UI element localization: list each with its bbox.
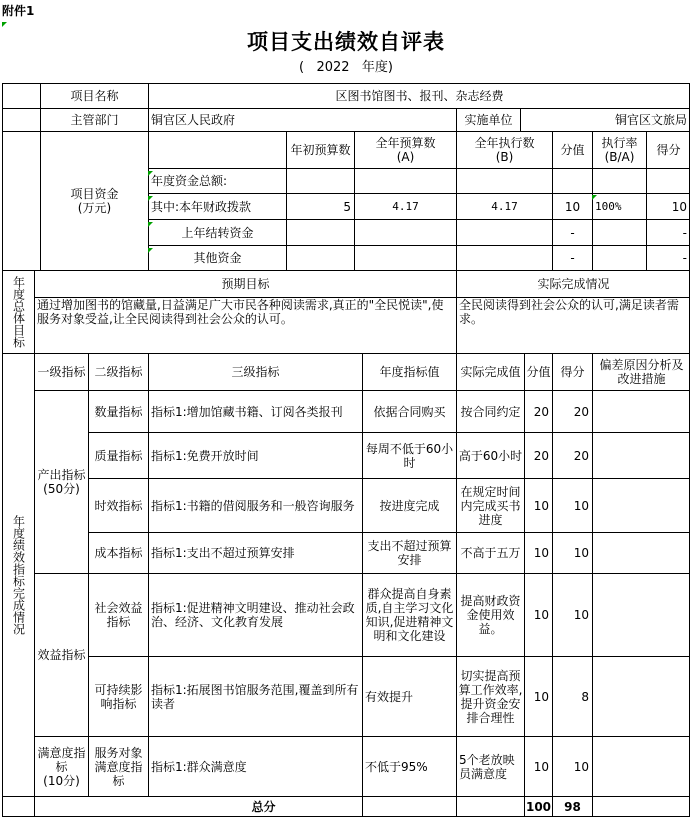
level2-cell: 质量指标 xyxy=(94,448,143,463)
header-level1: 一级指标 xyxy=(37,365,86,379)
funds-executed xyxy=(457,169,552,193)
total-label: 总分 xyxy=(251,799,276,814)
funds-weight xyxy=(553,169,592,193)
funds-label: 项目资金 (万元) xyxy=(70,187,119,215)
header-level3: 三级指标 xyxy=(231,365,280,379)
header-score-col: 得分 xyxy=(560,365,585,379)
funds-weight: - xyxy=(570,225,575,240)
funds-initial xyxy=(287,246,354,270)
level3-cell: 指标1:促进精神文明建设、推动社会政治、经济、文化教育发展 xyxy=(151,601,355,629)
total-score: 98 xyxy=(564,799,581,814)
year-line: ( 2022 年度) xyxy=(298,60,394,75)
funds-row-label: 其他资金 xyxy=(193,251,242,265)
indicators-section-label: 年度绩效指标完成情况 xyxy=(11,515,26,635)
funds-row-label: 上年结转资金 xyxy=(181,225,254,240)
total-weight: 100 xyxy=(525,799,552,814)
score-cell: 8 xyxy=(581,689,589,704)
level2-cell: 数量指标 xyxy=(94,404,143,419)
annual-value-cell: 依据合同购买 xyxy=(373,404,446,419)
actual-value-cell: 在规定时间内完成买书进度 xyxy=(460,484,521,527)
level3-cell: 指标1:支出不超过预算安排 xyxy=(151,546,295,560)
header-actual-value: 实际完成值 xyxy=(460,365,521,379)
target-text: 通过增加图书的馆藏量,日益满足广大市民各种阅读需求,真正的"全民悦读",使服务对象受益,让全民阅读得到社会公众的认可。 xyxy=(37,298,444,326)
header-annual-budget: 全年预算数 (A) xyxy=(375,136,436,164)
funds-initial: 5 xyxy=(343,199,351,214)
score-cell: 10 xyxy=(573,759,589,774)
funds-initial xyxy=(287,169,354,193)
funds-annual xyxy=(355,246,456,270)
weight-cell: 20 xyxy=(533,448,549,463)
funds-executed: 4.17 xyxy=(491,199,518,213)
annual-value-cell: 每周不低于60小时 xyxy=(365,441,454,470)
level2-cell: 社会效益指标 xyxy=(94,601,143,629)
funds-score: - xyxy=(682,225,687,240)
actual-value-cell: 不高于五万 xyxy=(460,546,521,560)
level2-cell: 时效指标 xyxy=(94,498,143,513)
deviation-cell xyxy=(593,391,690,432)
funds-score: - xyxy=(682,251,687,265)
deviation-cell xyxy=(593,433,690,478)
header-score: 得分 xyxy=(656,143,681,157)
funds-score xyxy=(647,169,690,193)
actual-value-cell: 提高财政资金使用效益。 xyxy=(460,594,521,636)
funds-annual xyxy=(355,169,456,193)
header-weight-col: 分值 xyxy=(526,365,551,379)
annual-value-cell: 不低于95% xyxy=(365,759,428,774)
funds-row-label: 年度资金总额: xyxy=(151,174,228,188)
funds-annual: 4.17 xyxy=(392,199,419,213)
actual-value-cell: 5个老放映员满意度 xyxy=(459,752,515,781)
deviation-cell xyxy=(593,737,690,796)
funds-weight: 10 xyxy=(564,199,581,214)
funds-executed xyxy=(457,246,552,270)
dept-value: 铜官区人民政府 xyxy=(151,113,236,127)
deviation-cell xyxy=(593,657,690,736)
funds-initial xyxy=(287,220,354,245)
actual-header: 实际完成情况 xyxy=(537,277,610,291)
deviation-cell xyxy=(593,533,690,573)
funds-rate xyxy=(593,220,646,245)
actual-value-cell: 高于60小时 xyxy=(458,448,523,463)
score-cell: 20 xyxy=(573,448,589,463)
impl-label: 实施单位 xyxy=(464,113,513,127)
actual-value-cell: 按合同约定 xyxy=(460,404,521,419)
header-deviation: 偏差原因分析及改进措施 xyxy=(599,358,684,386)
weight-cell: 10 xyxy=(533,546,549,560)
level3-cell: 指标1:拓展图书馆服务范围,覆盖到所有读者 xyxy=(151,682,359,711)
funds-rate: 100% xyxy=(595,199,622,213)
annual-value-cell: 支出不超过预算安排 xyxy=(367,539,452,567)
funds-rate xyxy=(593,169,646,193)
funds-score: 10 xyxy=(671,199,687,214)
effect-indicator-label: 效益指标 xyxy=(37,648,86,662)
annual-value-cell: 按进度完成 xyxy=(379,498,440,513)
weight-cell: 10 xyxy=(533,608,549,622)
project-name-label: 项目名称 xyxy=(70,89,119,103)
funds-row-label: 其中:本年财政拨款 xyxy=(151,199,252,214)
level3-cell: 指标1:群众满意度 xyxy=(151,759,247,774)
level2-cell: 成本指标 xyxy=(94,546,143,560)
actual-value-cell: 切实提高预算工作效率,提升资金安排合理性 xyxy=(458,668,523,725)
target-header: 预期目标 xyxy=(221,277,270,291)
level3-cell: 指标1:书籍的借阅服务和一般咨询服务 xyxy=(151,498,355,513)
level3-cell: 指标1:免费开放时间 xyxy=(151,448,259,463)
funds-rate xyxy=(593,246,646,270)
annual-value-cell: 群众提高自身素质,自主学习文化知识,促进精神文明和文化建设 xyxy=(365,587,454,643)
dept-label: 主管部门 xyxy=(70,113,119,127)
funds-executed xyxy=(457,220,552,245)
header-level2: 二级指标 xyxy=(94,365,143,379)
comment-marker xyxy=(2,22,7,27)
actual-text: 全民阅读得到社会公众的认可,满足读者需求。 xyxy=(459,298,679,326)
header-weight: 分值 xyxy=(560,143,585,157)
score-cell: 10 xyxy=(573,546,589,560)
weight-cell: 20 xyxy=(533,404,549,419)
funds-annual xyxy=(355,220,456,245)
funds-weight: - xyxy=(570,251,575,265)
level3-cell: 指标1:增加馆藏书籍、订阅各类报刊 xyxy=(151,404,343,419)
annual-value-cell: 有效提升 xyxy=(365,689,414,704)
impl-value: 铜官区文旅局 xyxy=(614,113,687,127)
header-initial-budget: 年初预算数 xyxy=(290,143,351,157)
project-name-value: 区图书馆图书、报刊、杂志经费 xyxy=(335,89,504,103)
deviation-cell xyxy=(593,574,690,656)
satisfaction-indicator-label: 满意度指标 (10分) xyxy=(37,745,86,788)
output-indicator-label: 产出指标 (50分) xyxy=(37,468,86,496)
level2-cell: 服务对象满意度指标 xyxy=(94,745,143,788)
header-executed: 全年执行数 (B) xyxy=(474,136,535,164)
score-cell: 20 xyxy=(573,404,589,419)
score-cell: 10 xyxy=(573,498,589,513)
page-title: 项目支出绩效自评表 xyxy=(247,29,445,54)
overall-label: 年度总体目标 xyxy=(11,276,26,348)
weight-cell: 10 xyxy=(533,689,549,704)
level2-cell: 可持续影响指标 xyxy=(94,682,143,711)
attachment-label: 附件1 xyxy=(2,4,35,18)
header-annual-value: 年度指标值 xyxy=(379,365,440,379)
weight-cell: 10 xyxy=(533,759,549,774)
weight-cell: 10 xyxy=(533,498,549,513)
deviation-cell xyxy=(593,479,690,532)
header-rate: 执行率 (B/A) xyxy=(601,136,638,164)
score-cell: 10 xyxy=(573,608,589,622)
